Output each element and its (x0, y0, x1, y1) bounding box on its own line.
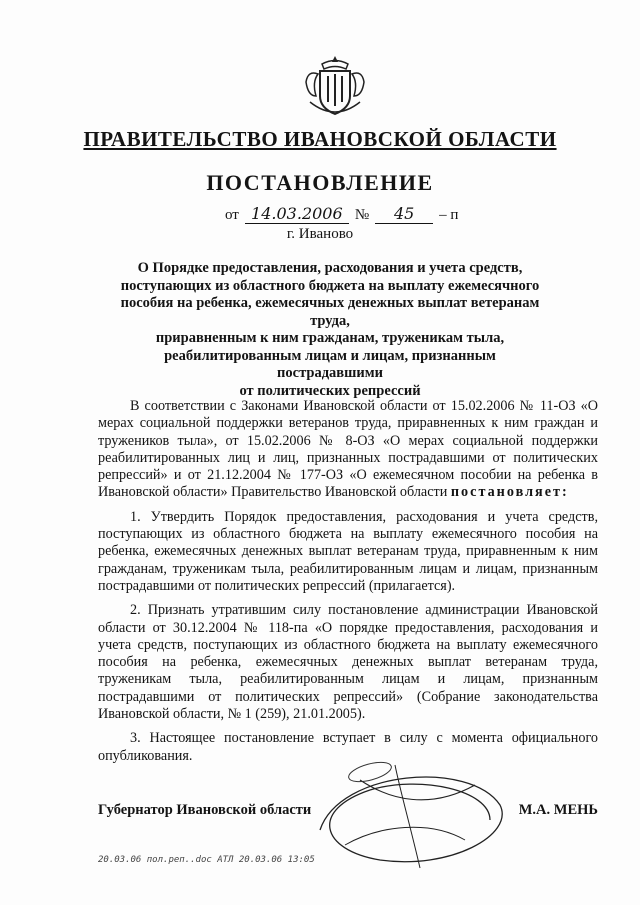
preamble-text: В соответствии с Законами Ивановской области от 15.02.2006 № 11-ОЗ «О мерах социальной поддержки ветеранов труда, приравненных к ним граждан и тружеников тыла», от 15.02.2006 № 8-ОЗ «О мерах социальной поддержки реабилитированных лиц и лиц, признанных пострадавшими от политических репрессий» и от 21.12.2004 № 177-ОЗ «О ежемесячном пособии на ребенка в Ивановской области» Правительство Ивановской области (98, 398, 598, 501)
subject-line: О Порядке предоставления, расходования и учета средств, (137, 260, 523, 276)
preamble-paragraph (98, 398, 598, 502)
subject-line: реабилитированным лицам и лицам, признанным пострадавшими (164, 347, 496, 381)
number-suffix: – п (439, 207, 459, 223)
file-metadata-footer: 20.03.06 пол.реп..doc АТЛ 20.03.06 13:05 (98, 855, 315, 865)
decree-date-number-line (225, 204, 458, 224)
handwritten-date: 14.03.2006 (245, 204, 349, 224)
subject-line: приравненным к ним гражданам, труженикам тыла, (155, 330, 505, 346)
date-prefix: от (225, 207, 239, 223)
item-3-paragraph: 3. Настоящее постановление вступает в силу с момента официального опубликования. (98, 730, 598, 764)
item-2-paragraph: 2. Признать утратившим силу постановление администрации Ивановской области от 30.12.2004 № 118-па «О порядке предоставления, расходования и учета средств, поступающих из областного бюджета на выплату ежемесячного пособия на ребенка, ежемесячных денежных выплат ветеранам труда, труженикам тыла, реабилитированным лицам и лицам, признанным пострадавшими от политических репрессий» (Собрание законодательства Ивановской области, № 1 (259), 21.01.2005). (98, 602, 598, 723)
signature-block (98, 802, 598, 822)
document-body (98, 398, 598, 772)
item-1-paragraph: 1. Утвердить Порядок предоставления, расходования и учета средств, поступающих из областного бюджета на выплату ежемесячного пособия на ребенка, ежемесячных денежных выплат ветеранам труда, приравненным к ним гражданам, труженикам тыла, реабилитированным лицам и лицам, признанным пострадавшими от политических репрессий (прилагается). (98, 508, 598, 594)
handwritten-number: 45 (375, 204, 433, 224)
subject-line: пособия на ребенка, ежемесячных денежных выплат ветеранам труда, (120, 295, 540, 329)
signatory-name: М.А. МЕНЬ (518, 802, 598, 818)
resolve-word: постановляет: (450, 484, 569, 501)
city-name: г. Иваново (286, 226, 354, 242)
document-subject (120, 260, 540, 400)
document-type-title: ПОСТАНОВЛЕНИЕ (206, 170, 434, 195)
signatory-position: Губернатор Ивановской области (98, 802, 312, 818)
number-prefix: № (354, 207, 370, 223)
coat-of-arms-emblem-icon (300, 52, 370, 122)
subject-line: от политических репрессий (239, 382, 421, 399)
organization-title: ПРАВИТЕЛЬСТВО ИВАНОВСКОЙ ОБЛАСТИ (83, 127, 557, 151)
subject-line: поступающих из областного бюджета на выплату ежемесячного (120, 277, 540, 294)
